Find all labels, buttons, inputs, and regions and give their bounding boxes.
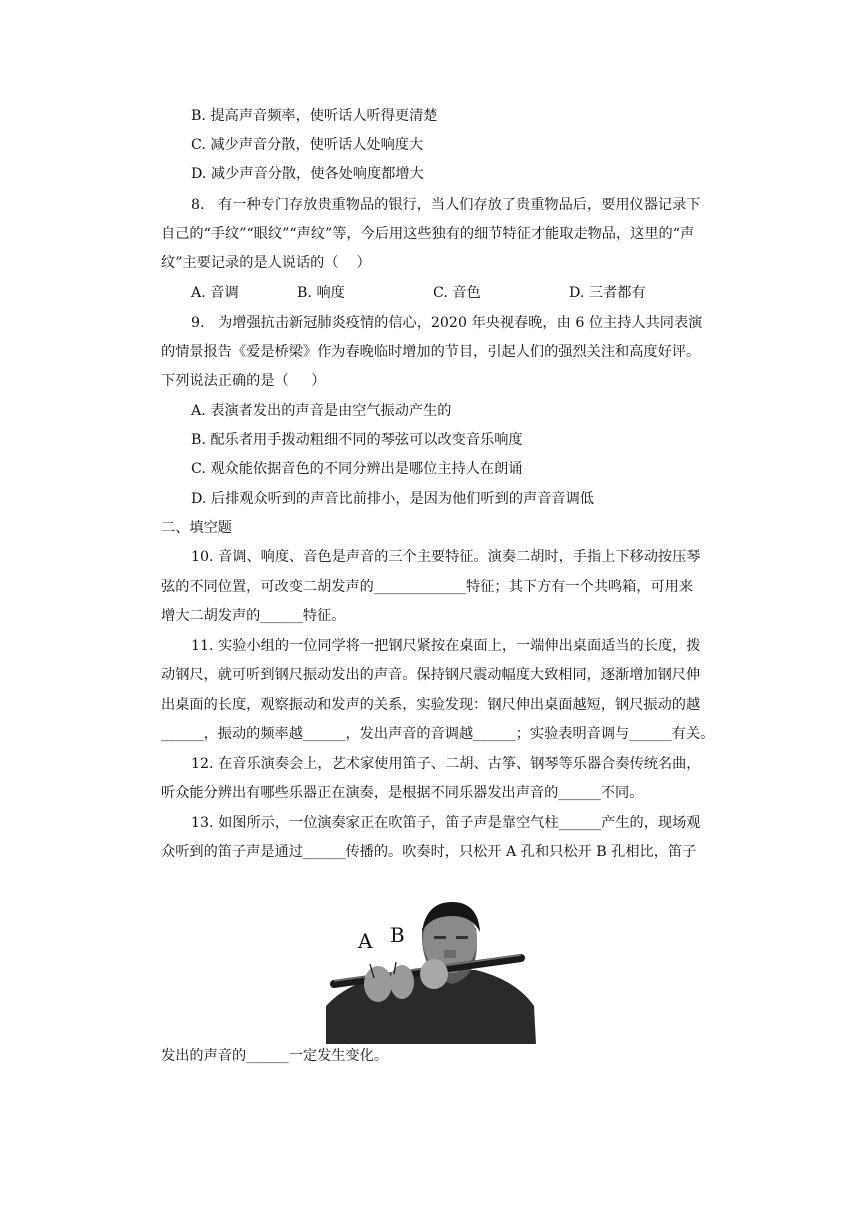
q7-option-c: C. 减少声音分散，使听话人处响度大 — [191, 137, 424, 153]
q10-line-3: 增大二胡发声的______特征。 — [161, 608, 346, 624]
q8-option-b: B. 响度 — [297, 285, 345, 301]
q9-stem-line-3: 下列说法正确的是（ ） — [161, 373, 326, 389]
flute-player-photo — [326, 888, 536, 1044]
q12-line-1: 12. 在音乐演奏会上，艺术家使用笛子、二胡、古筝、钢琴等乐器合奏传统名曲， — [191, 756, 701, 772]
q12-line-2: 听众能分辨出有哪些乐器正在演奏，是根据不同乐器发出声音的______不同。 — [161, 785, 644, 801]
q13-line-3: 发出的声音的______一定发生变化。 — [161, 1048, 389, 1064]
q8-option-a: A. 音调 — [191, 285, 239, 301]
section-title: 二、填空题 — [161, 520, 232, 536]
q9-option-a: A. 表演者发出的声音是由空气振动产生的 — [191, 403, 452, 419]
figure-label-b: B — [390, 923, 405, 947]
q8-option-c: C. 音色 — [433, 285, 481, 301]
q10-line-2: 弦的不同位置，可改变二胡发声的_____________特征；其下方有一个共鸣箱，可用来 — [161, 579, 694, 595]
q8-stem-line-1: 8. 有一种专门存放贵重物品的银行，当人们存放了贵重物品后，要用仪器记录下 — [191, 197, 701, 213]
q7-option-b: B. 提高声音频率，使听话人听得更清楚 — [191, 108, 438, 124]
flute-player-figure — [326, 888, 536, 1044]
q10-line-1: 10. 音调、响度、音色是声音的三个主要特征。演奏二胡时，手指上下移动按压琴 — [191, 549, 701, 565]
q11-line-3: 出桌面的长度，观察振动和发声的关系，实验发现：钢尺伸出桌面越短，钢尺振动的越 — [161, 697, 701, 713]
q13-line-2: 众听到的笛子声是通过______传播的。吹奏时，只松开 A 孔和只松开 B 孔相比，笛子 — [161, 844, 697, 860]
q8-stem-line-3: 纹”主要记录的是人说话的（ ） — [161, 255, 371, 271]
q9-stem-line-2: 的情景报告《爱是桥梁》作为春晚临时增加的节目，引起人们的强烈关注和高度好评。 — [161, 344, 701, 360]
q9-option-d: D. 后排观众听到的声音比前排小，是因为他们听到的声音音调低 — [191, 491, 594, 507]
q8-option-d: D. 三者都有 — [569, 285, 646, 301]
q7-option-d: D. 减少声音分散，使各处响度都增大 — [191, 166, 424, 182]
q9-option-c: C. 观众能依据音色的不同分辨出是哪位主持人在朗诵 — [191, 461, 523, 477]
q11-line-1: 11. 实验小组的一位同学将一把钢尺紧按在桌面上，一端伸出桌面适当的长度，拨 — [191, 638, 701, 654]
q9-option-b: B. 配乐者用手拨动粗细不同的琴弦可以改变音乐响度 — [191, 432, 523, 448]
q13-line-1: 13. 如图所示，一位演奏家正在吹笛子，笛子声是靠空气柱______产生的，现场观 — [191, 815, 701, 831]
q11-line-2: 动钢尺，就可听到钢尺振动发出的声音。保持钢尺震动幅度大致相同，逐渐增加钢尺伸 — [161, 667, 701, 683]
figure-label-a: A — [358, 929, 373, 953]
q9-stem-line-1: 9. 为增强抗击新冠肺炎疫情的信心，2020 年央视春晚，由 6 位主持人共同表演 — [191, 315, 703, 331]
q11-line-4: ______，振动的频率越______，发出声音的音调越______；实验表明音调与______有关。 — [161, 726, 715, 742]
q8-stem-line-2: 自己的“手纹”“眼纹”“声纹”等，今后用这些独有的细节特征才能取走物品，这里的“声 — [161, 226, 695, 242]
